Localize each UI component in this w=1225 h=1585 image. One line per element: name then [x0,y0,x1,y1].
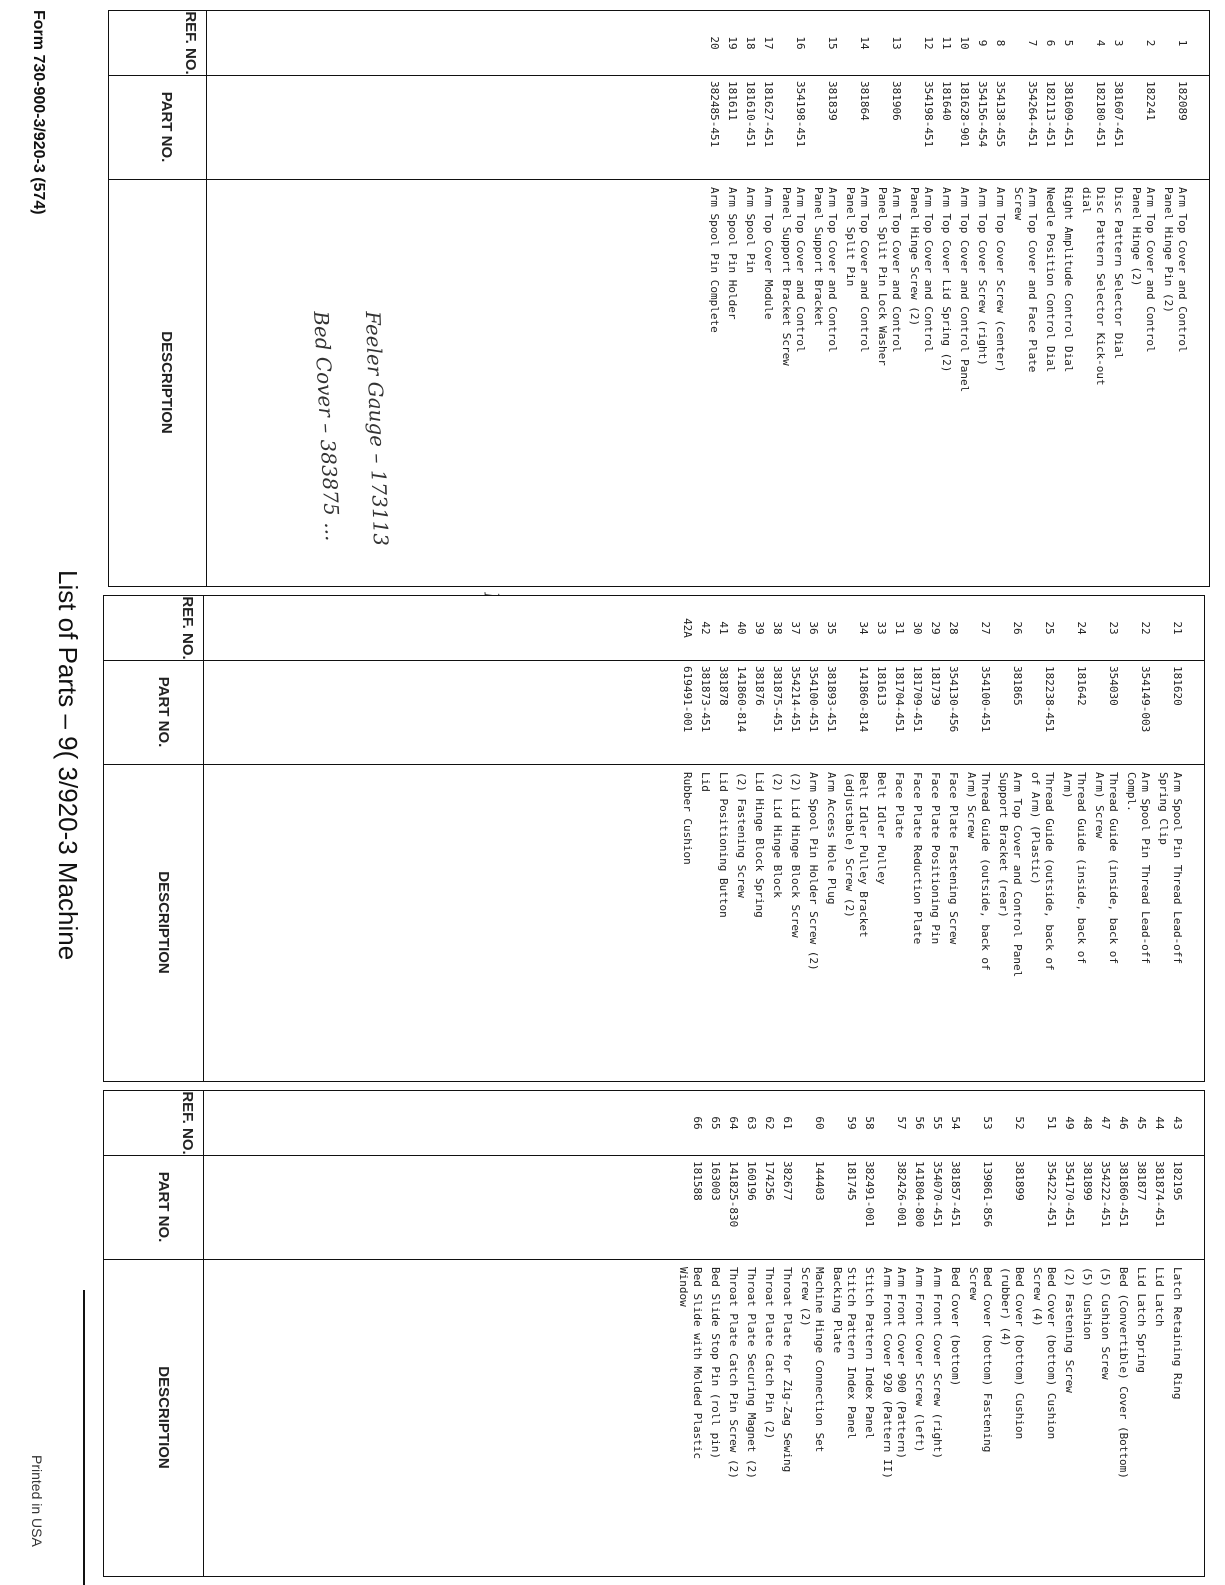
ref-number: 1 [1176,39,1189,47]
ref-number: 43 [1171,1116,1184,1130]
part-number: 381860-451 [1117,1161,1130,1228]
table-row [1028,596,1056,1081]
ref-number: 18 [744,36,757,50]
table-row [939,11,953,586]
ref-number: 55 [931,1116,944,1130]
part-description: Face Plate [893,772,906,839]
ref-number: 12 [922,36,935,50]
part-description: Arm Front Cover 900 (Pattern) Arm Front Cover 920 (Pattern II) [881,1267,908,1479]
ref-number: 61 [781,1116,794,1130]
table-row [761,11,775,586]
part-description: Arm Top Cover and Control Panel Support Bracket Screw [780,187,807,366]
table-row [1092,596,1120,1081]
part-number: 182180-451 [1094,81,1107,148]
ref-number: 14 [858,36,871,50]
part-number: 381874-451 [1153,1161,1166,1228]
table-row [1062,1091,1076,1576]
part-description: Arm Top Cover Screw (right) [976,187,989,366]
part-description: Face Plate Reduction Plate [911,772,924,945]
part-description: Lid Latch [1153,1267,1166,1327]
part-number: 382491-001 [863,1161,876,1228]
ref-number: 48 [1081,1116,1094,1130]
ref-number: 53 [981,1116,994,1130]
part-number: 381864 [858,81,871,121]
part-description: Arm Top Cover and Control Panel Hinge (2) [1130,187,1157,353]
ref-number: 30 [911,621,924,635]
table-row [830,1091,858,1576]
ref-number: 27 [979,621,992,635]
table-row [966,1091,994,1576]
part-description: Arm Spool Pin Complete [708,187,721,333]
table-row [1111,11,1125,586]
table-row [707,11,721,586]
part-number: 354198-451 [794,81,807,148]
table-row [964,596,992,1081]
ref-number: 6 [1044,39,1057,47]
part-description: Arm Spool Pin Thread Lead-off Spring Clip [1157,772,1184,965]
table-row [1116,1091,1130,1576]
table-row [946,596,960,1081]
part-description: Stitch Pattern Index Panel [863,1267,876,1440]
ref-number: 40 [735,621,748,635]
table-row [957,11,971,586]
table-row [1129,11,1157,586]
part-description: Thread Guide (outside, back of Arm) Screw [965,772,992,971]
part-number: 182238-451 [1043,666,1056,733]
part-description: (5) Cushion Screw [1099,1267,1112,1380]
ref-number: 44 [1153,1116,1166,1130]
table-row [1156,596,1184,1081]
part-description: Arm Top Cover Lid Spring (2) [940,187,953,373]
part-description: Latch Retaining Ring [1171,1267,1184,1400]
ref-number: 47 [1099,1116,1112,1130]
table-row [1030,1091,1058,1576]
part-number: 181640 [940,81,953,121]
part-description: Arm Top Cover and Control Panel Split Pin [844,187,871,353]
part-number: 181709-451 [911,666,924,733]
part-number: 181627-451 [762,81,775,148]
ref-number: 59 [845,1116,858,1130]
table-row [708,1091,722,1576]
ref-number: 42 [699,621,712,635]
part-description: Arm Top Cover Screw (center) [994,187,1007,373]
table-row [930,1091,944,1576]
part-number: 381906 [890,81,903,121]
part-number: 382485-451 [708,81,721,148]
ref-number: 16 [794,36,807,50]
ref-number: 17 [762,36,775,50]
ref-number: 36 [807,621,820,635]
part-number: 182195 [1171,1161,1184,1201]
table-row [676,1091,704,1576]
part-description: Belt Idler Pulley [875,772,888,885]
part-number: 354264-451 [1026,81,1039,148]
part-description: Thread Guide (inside, back of Arm) Screw [1093,772,1120,965]
table-row [716,596,730,1081]
ref-number: 39 [753,621,766,635]
ref-number: 60 [813,1116,826,1130]
ref-number: 37 [789,621,802,635]
part-description: Bed Cover (bottom) Cushion Screw (4) [1031,1267,1058,1440]
part-number: 354222-451 [1099,1161,1112,1228]
part-description: Bed Cover (bottom) Cushion (rubber) (4) [999,1267,1026,1440]
ref-number: 64 [727,1116,740,1130]
part-description: Throat Plate Catch Pin (2) [763,1267,776,1440]
table-row [824,596,838,1081]
part-header: PART NO. [155,676,172,748]
part-description: Lid Positioning Button [717,772,730,918]
part-description: Bed Cover (bottom) [949,1267,962,1387]
scan-edge-rule [83,1290,85,1585]
ref-number: 15 [826,36,839,50]
table-row [680,596,694,1081]
ref-number: 29 [929,621,942,635]
table-row [734,596,748,1081]
ref-number: 49 [1063,1116,1076,1130]
table-row [912,1091,926,1576]
table-row [843,11,871,586]
ref-number: 28 [947,621,960,635]
table-row [788,596,802,1081]
parts-table-1 [108,10,1210,587]
part-number: 354100-451 [807,666,820,733]
ref-number: 11 [940,36,953,50]
form-number: Form 730-900-3/920-3 (574) [30,10,47,215]
part-number: 354138-455 [994,81,1007,148]
part-number: 181588 [691,1161,704,1201]
part-description: Bed Cover (bottom) Fastening Screw [967,1267,994,1453]
part-number: 181620 [1171,666,1184,706]
part-number: 182113-451 [1044,81,1057,148]
ref-number: 21 [1171,621,1184,635]
part-number: 382677 [781,1161,794,1201]
ref-number: 2 [1144,39,1157,47]
table-row [1152,1091,1166,1576]
table-row [762,1091,776,1576]
ref-number: 31 [893,621,906,635]
table-row [1134,1091,1148,1576]
header-divider [203,596,204,1081]
ref-header: REF. NO. [179,1091,196,1155]
ref-number: 62 [763,1116,776,1130]
part-number: 354156-454 [976,81,989,148]
ref-number: 5 [1062,39,1075,47]
part-description: Lid Hinge Block Spring [753,772,766,918]
table-row [993,11,1007,586]
part-number: 381865 [1011,666,1024,706]
ref-number: 65 [709,1116,722,1130]
part-description: (2) Lid Hinge Block Screw [789,772,802,938]
table-row [779,11,807,586]
part-description: Arm Access Hole Plug [825,772,838,905]
part-header: PART NO. [155,1171,172,1243]
table-row [874,596,888,1081]
part-number: 381857-451 [949,1161,962,1228]
table-row [744,1091,758,1576]
part-description: Throat Plate Catch Pin Screw (2) [727,1267,740,1479]
part-number: 144403 [813,1161,826,1201]
part-number: 382426-001 [895,1161,908,1228]
part-description: Arm Top Cover and Control Panel Support Bracket [812,187,839,353]
table-row [880,1091,908,1576]
part-description: Arm Top Cover and Control Panel Hinge Pin (2) [1162,187,1189,353]
ref-number: 23 [1107,621,1120,635]
ref-number: 35 [825,621,838,635]
part-number: 181642 [1075,666,1088,706]
part-number: 174256 [763,1161,776,1201]
ref-number: 8 [994,39,1007,47]
page-title: List of Parts – 9( 3/920-3 Machine [53,570,83,961]
ref-header: REF. NO. [179,596,196,660]
header-divider [206,11,207,586]
ref-number: 42A [681,618,694,638]
part-number: 354170-451 [1063,1161,1076,1228]
part-description: Bed Slide Stop Pin (roll pin) [709,1267,722,1460]
part-description: Stitch Pattern Index Panel Backing Plate [831,1267,858,1440]
part-number: 181745 [845,1161,858,1201]
ref-number: 34 [857,621,870,635]
part-description: Arm Spool Pin Holder Screw (2) [807,772,820,971]
part-description: Bed Slide with Molded Plastic Window [677,1267,704,1460]
part-description: Arm Top Cover and Control Panel Split Pin Lock Washer [876,187,903,366]
part-number: 381609-451 [1062,81,1075,148]
table-row [996,596,1024,1081]
part-description: Arm Top Cover and Control Panel [958,187,971,393]
part-description: Disc Pattern Selector Dial [1112,187,1125,360]
part-description: Needle Position Control Dial [1044,187,1057,373]
table-row [806,596,820,1081]
part-description: Thread Guide (outside, back of of Arm) (Plastic) [1029,772,1056,971]
parts-table-3 [103,1090,1205,1577]
part-number: 354149-003 [1139,666,1152,733]
part-number: 381875-451 [771,666,784,733]
part-number: 182241 [1144,81,1157,121]
part-number: 354070-451 [931,1161,944,1228]
part-number: 182089 [1176,81,1189,121]
part-description: Face Plate Positioning Pin [929,772,942,945]
part-number: 141804-800 [913,1161,926,1228]
ref-number: 33 [875,621,888,635]
part-number: 163003 [709,1161,722,1201]
table-row [907,11,935,586]
part-number: 141860-814 [735,666,748,733]
table-row [798,1091,826,1576]
ref-number: 13 [890,36,903,50]
part-number: 354222-451 [1045,1161,1058,1228]
ref-number: 10 [958,36,971,50]
part-number: 181611 [726,81,739,121]
table-row [910,596,924,1081]
ref-number: 24 [1075,621,1088,635]
ref-number: 41 [717,621,730,635]
part-number: 181739 [929,666,942,706]
ref-number: 22 [1139,621,1152,635]
ref-number: 20 [708,36,721,50]
table-row [725,11,739,586]
table-row [743,11,757,586]
part-number: 354130-456 [947,666,960,733]
table-row [1124,596,1152,1081]
printed-in-usa: Printed in USA [29,1455,45,1547]
part-header: PART NO. [158,91,175,163]
part-description: Arm Front Cover Screw (right) [931,1267,944,1460]
part-description: Arm Front Cover Screw (left) [913,1267,926,1453]
handwritten-note-bed-cover: Bed Cover – 383875 ... [308,310,346,542]
part-number: 354198-451 [922,81,935,148]
part-number: 181613 [875,666,888,706]
ref-number: 25 [1043,621,1056,635]
table-row [875,11,903,586]
part-number: 160196 [745,1161,758,1201]
parts-table-2 [103,595,1205,1082]
ref-number: 57 [895,1116,908,1130]
table-row [1061,11,1075,586]
table-row [975,11,989,586]
part-number: 354214-451 [789,666,802,733]
table-row [1011,11,1039,586]
desc-header: DESCRIPTION [155,871,172,974]
part-description: Belt Idler Pulley Bracket (adjustable) Screw (2) [843,772,870,938]
table-row [726,1091,740,1576]
part-number: 381873-451 [699,666,712,733]
ref-number: 51 [1045,1116,1058,1130]
ref-number: 9 [976,39,989,47]
part-number: 619491-001 [681,666,694,733]
table-row [1170,1091,1184,1576]
ref-number: 7 [1026,39,1039,47]
part-description: (5) Cushion [1081,1267,1094,1340]
table-row [842,596,870,1081]
part-number: 381876 [753,666,766,706]
part-number: 181704-451 [893,666,906,733]
part-number: 141825-830 [727,1161,740,1228]
table-row [1161,11,1189,586]
desc-header: DESCRIPTION [158,331,175,434]
ref-number: 46 [1117,1116,1130,1130]
part-number: 354100-451 [979,666,992,733]
part-number: 381899 [1081,1161,1094,1201]
ref-number: 54 [949,1116,962,1130]
ref-header: REF. NO. [182,11,199,75]
part-description: Arm Top Cover Module [762,187,775,320]
part-description: (2) Lid Hinge Block [771,772,784,898]
part-description: Lid [699,772,712,792]
part-description: Lid Latch Spring [1135,1267,1148,1373]
header-divider [203,1091,204,1576]
table-row [928,596,942,1081]
part-number: 354030 [1107,666,1120,706]
ref-number: 45 [1135,1116,1148,1130]
ref-number: 26 [1011,621,1024,635]
ref-number: 58 [863,1116,876,1130]
part-description: Arm Top Cover and Face Plate Screw [1012,187,1039,373]
part-description: Arm Top Cover and Control Panel Support Bracket (rear) [997,772,1024,978]
part-description: Rubber Cushion [681,772,694,865]
part-description: Machine Hinge Connection Set Screw (2) [799,1267,826,1453]
part-number: 381899 [1013,1161,1026,1201]
table-row [1079,11,1107,586]
table-row [811,11,839,586]
ref-number: 52 [1013,1116,1026,1130]
part-description: Throat Plate Securing Magnet (2) [745,1267,758,1479]
part-number: 381877 [1135,1161,1148,1201]
table-row [752,596,766,1081]
table-row [1060,596,1088,1081]
part-number: 181628-901 [958,81,971,148]
table-row [1043,11,1057,586]
table-row [998,1091,1026,1576]
part-description: Throat Plate for Zig-Zag Sewing [781,1267,794,1473]
table-row [1098,1091,1112,1576]
part-description: Right Amplitude Control Dial [1062,187,1075,373]
table-row [780,1091,794,1576]
part-description: (2) Fastening Screw [735,772,748,898]
desc-header: DESCRIPTION [155,1366,172,1469]
table-row [698,596,712,1081]
part-number: 381839 [826,81,839,121]
ref-number: 3 [1112,39,1125,47]
part-description: Arm Spool Pin [744,187,757,274]
part-description: Thread Guide (inside, back of Arm) [1061,772,1088,965]
ref-number: 38 [771,621,784,635]
ref-number: 63 [745,1116,758,1130]
part-description: Arm Top Cover and Control Panel Hinge Screw (2) [908,187,935,353]
part-description: Arm Spool Pin Thread Lead-off Compl. [1125,772,1152,965]
handwritten-note-feeler-gauge: Feeler Gauge – 173113 [360,310,394,547]
part-number: 381878 [717,666,730,706]
table-row [892,596,906,1081]
part-number: 181610-451 [744,81,757,148]
table-row [862,1091,876,1576]
ref-number: 66 [691,1116,704,1130]
table-row [1080,1091,1094,1576]
part-description: Disc Pattern Selector Kick-out dial [1080,187,1107,386]
part-description: (2) Fastening Screw [1063,1267,1076,1393]
part-description: Bed (Convertible) Cover (Bottom) [1117,1267,1130,1479]
part-number: 141860-814 [857,666,870,733]
part-description: Arm Spool Pin Holder [726,187,739,320]
ref-number: 56 [913,1116,926,1130]
ref-number: 4 [1094,39,1107,47]
part-description: Face Plate Fastening Screw [947,772,960,945]
part-number: 381607-451 [1112,81,1125,148]
ref-number: 19 [726,36,739,50]
table-row [948,1091,962,1576]
part-number: 381893-451 [825,666,838,733]
part-number: 139861-856 [981,1161,994,1228]
table-row [770,596,784,1081]
